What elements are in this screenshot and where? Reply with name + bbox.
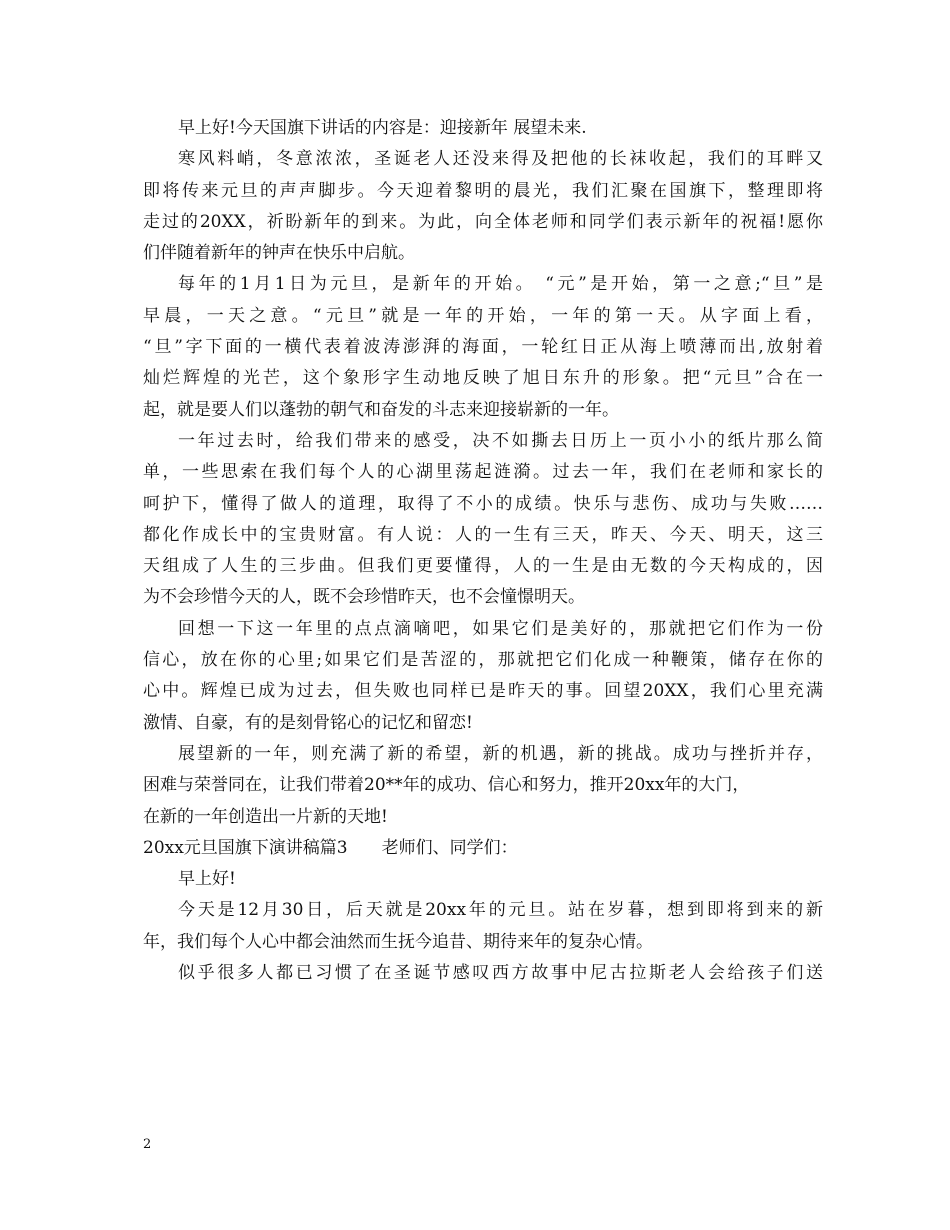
text-line: 为不会珍惜今天的人，既不会珍惜昨天，也不会憧憬明天。 [143,587,585,608]
text-line: 心中。辉煌已成为过去，但失败也同样已是昨天的事。回望20XX，我们心里充满 [143,681,823,702]
text-line: 起，就是要人们以蓬勃的朝气和奋发的斗志来迎接崭新的一年。 [143,399,619,420]
text-line: 早晨，一天之意。“元旦”就是一年的开始，一年的第一天。从字面上看， [143,305,823,326]
text-line: 在新的一年创造出一片新的天地! [143,806,388,827]
text-line: 一年过去时，给我们带来的感受，决不如撕去日历上一页小小的纸片那么简 [178,430,823,451]
text-line: 早上好! [178,869,236,890]
text-line: 信心，放在你的心里;如果它们是苦涩的，那就把它们化成一种鞭策，储存在你的 [143,650,823,671]
text-line: 单，一些思索在我们每个人的心湖里荡起涟漪。过去一年，我们在老师和家长的 [143,462,823,483]
document-body [143,113,823,989]
text-line: 20xx元旦国旗下演讲稿篇3 老师们、同学们： [143,837,518,858]
text-line: 即将传来元旦的声声脚步。今天迎着黎明的晨光，我们汇聚在国旗下，整理即将 [143,180,823,201]
text-line: 灿烂辉煌的光芒，这个象形字生动地反映了旭日东升的形象。把“元旦”合在一 [143,368,823,389]
text-line: “旦”字下面的一横代表着波涛澎湃的海面，一轮红日正从海上喷薄而出,放射着 [143,337,823,358]
text-line: 年，我们每个人心中都会油然而生抚今追昔、期待来年的复杂心情。 [143,931,653,952]
text-line: 寒风料峭，冬意浓浓，圣诞老人还没来得及把他的长袜收起，我们的耳畔又 [178,149,823,170]
text-line: 每年的1月1日为元旦，是新年的开始。 “元”是开始，第一之意;“旦”是 [178,274,823,295]
text-line: 今天是12月30日，后天就是20xx年的元旦。站在岁暮，想到即将到来的新 [178,900,823,921]
text-line: 早上好!今天国旗下讲话的内容是：迎接新年 展望未来. [178,118,587,138]
text-line: 们伴随着新年的钟声在快乐中启航。 [143,243,415,264]
text-line: 都化作成长中的宝贵财富。有人说：人的一生有三天，昨天、今天、明天，这三 [143,524,823,545]
text-line: 似乎很多人都已习惯了在圣诞节感叹西方故事中尼古拉斯老人会给孩子们送 [178,963,823,984]
text-line: 呵护下，懂得了做人的道理，取得了不小的成绩。快乐与悲伤、成功与失败…… [143,493,823,514]
text-line: 困难与荣誉同在，让我们带着20**年的成功、信心和努力，推开20xx年的大门， [143,775,750,796]
text-line: 天组成了人生的三步曲。但我们更要懂得，人的一生是由无数的今天构成的，因 [143,556,823,577]
text-line: 回想一下这一年里的点点滴嘀吧，如果它们是美好的，那就把它们作为一份 [178,618,823,639]
text-line: 走过的20XX，祈盼新年的到来。为此，向全体老师和同学们表示新年的祝福!愿你 [143,211,823,232]
text-line: 展望新的一年，则充满了新的希望，新的机遇，新的挑战。成功与挫折并存， [178,743,823,764]
page-number: 2 [143,1137,152,1152]
text-line: 激情、自豪，有的是刻骨铭心的记忆和留恋! [143,712,473,733]
